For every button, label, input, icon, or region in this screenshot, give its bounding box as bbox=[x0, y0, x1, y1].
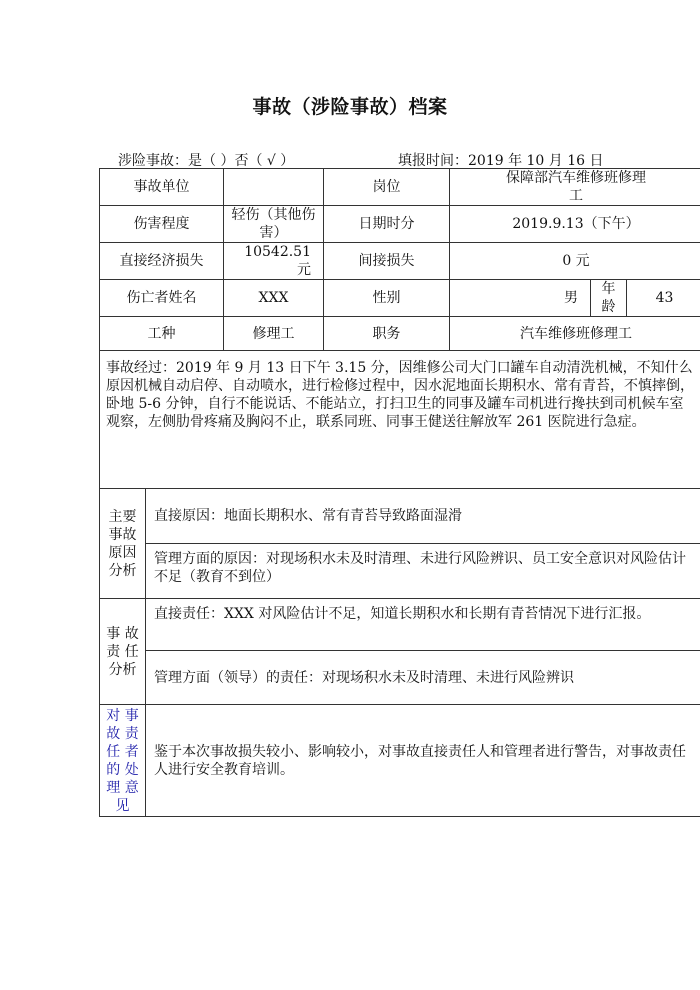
document-title: 事故（涉险事故）档案 bbox=[252, 96, 448, 118]
direct-responsibility: 直接责任：XXX 对风险估计不足，知道长期积水和长期有青苔情况下进行汇报。 bbox=[146, 599, 700, 651]
date-label: 日期时分 bbox=[324, 206, 450, 243]
post-label: 岗位 bbox=[324, 169, 450, 206]
cause-label-line3: 原因 bbox=[108, 544, 137, 561]
victim-label: 伤亡者姓名 bbox=[100, 280, 224, 317]
duty-label: 职务 bbox=[324, 317, 450, 351]
injury-value: 轻伤（其他伤害） bbox=[224, 206, 324, 243]
row-unit bbox=[100, 169, 700, 206]
opinion-label-line5: 理 意 bbox=[106, 779, 139, 796]
opinion-label-line3: 任 者 bbox=[106, 743, 139, 760]
direct-cause: 直接原因：地面长期积水、常有青苔导致路面湿滑 bbox=[146, 489, 700, 544]
unit-label: 事故单位 bbox=[100, 169, 224, 206]
post-value-line1: 保障部汽车维修班修理 bbox=[506, 170, 646, 186]
row-trade bbox=[100, 317, 700, 351]
row-victim bbox=[100, 280, 700, 317]
direct-loss-value: 10542.51 元 bbox=[224, 243, 324, 280]
date-value: 2019.9.13（下午） bbox=[450, 206, 700, 243]
row-process bbox=[100, 351, 700, 489]
opinion-label-line6: 见 bbox=[115, 797, 130, 814]
management-responsibility: 管理方面（领导）的责任：对现场积水未及时清理、未进行风险辨识 bbox=[146, 651, 700, 705]
trade-value: 修理工 bbox=[224, 317, 324, 351]
cause-label-line4: 分析 bbox=[108, 562, 137, 579]
indirect-loss-value: 0 元 bbox=[450, 243, 700, 280]
post-value bbox=[450, 169, 700, 206]
age-label-line1: 年 bbox=[601, 281, 616, 297]
post-value-line2: 工 bbox=[569, 188, 583, 204]
accident-record-table bbox=[99, 168, 700, 817]
cause-analysis-label bbox=[100, 489, 146, 599]
row-resp-management bbox=[100, 651, 700, 705]
direct-loss-label: 直接经济损失 bbox=[100, 243, 224, 280]
opinion-label-line4: 的 处 bbox=[106, 761, 139, 778]
row-injury bbox=[100, 206, 700, 243]
row-cause-management bbox=[100, 544, 700, 599]
opinion-label-line1: 对 事 bbox=[106, 707, 139, 724]
age-value: 43 bbox=[627, 280, 700, 317]
victim-value: XXX bbox=[224, 280, 324, 317]
near-miss-indicator: 涉险事故：是（ ）否（ √ ） bbox=[118, 153, 295, 169]
handling-opinion: 鉴于本次事故损失较小、影响较小，对事故直接责任人和管理者进行警告，对事故责任人进行安全教育培训。 bbox=[146, 705, 700, 817]
resp-label-line1: 事 故 bbox=[106, 625, 139, 642]
gender-label: 性别 bbox=[324, 280, 450, 317]
responsibility-analysis-label bbox=[100, 599, 146, 705]
injury-label: 伤害程度 bbox=[100, 206, 224, 243]
duty-value: 汽车维修班修理工 bbox=[450, 317, 700, 351]
cause-label-line2: 事故 bbox=[108, 526, 137, 543]
management-cause: 管理方面的原因：对现场积水未及时清理、未进行风险辨识、员工安全意识对风险估计不足（教育不到位） bbox=[146, 544, 700, 599]
row-cause-direct bbox=[100, 489, 700, 544]
trade-label: 工种 bbox=[100, 317, 224, 351]
row-opinion bbox=[100, 705, 700, 817]
row-resp-direct bbox=[100, 599, 700, 651]
gender-value: 男 bbox=[450, 280, 591, 317]
age-label-line2: 龄 bbox=[601, 299, 616, 315]
accident-process: 事故经过：2019 年 9 月 13 日下午 3.15 分，因维修公司大门口罐车自动清洗机械，不知什么原因机械自动启停、自动喷水，进行检修过程中，因水泥地面长期积水、常有青苔，不慎摔倒，卧地 5-6 分钟，自行不能说话、不能站立，打扫卫生的同事及罐车司机进行搀扶到司机候车室观察，左侧肋骨疼痛及胸闷不止，联系同班、同事王健送往解放军 261 医院进行急症。 bbox=[100, 351, 700, 489]
resp-label-line2: 责 任 bbox=[106, 643, 139, 660]
indirect-loss-label: 间接损失 bbox=[324, 243, 450, 280]
unit-value bbox=[224, 169, 324, 206]
resp-label-line3: 分析 bbox=[108, 661, 137, 678]
age-label bbox=[591, 280, 627, 317]
fill-time: 填报时间：2019 年 10 月 16 日 bbox=[398, 153, 604, 169]
cause-label-line1: 主要 bbox=[108, 508, 137, 525]
opinion-label-line2: 故 责 bbox=[106, 725, 139, 742]
handling-opinion-label bbox=[100, 705, 146, 817]
row-loss bbox=[100, 243, 700, 280]
